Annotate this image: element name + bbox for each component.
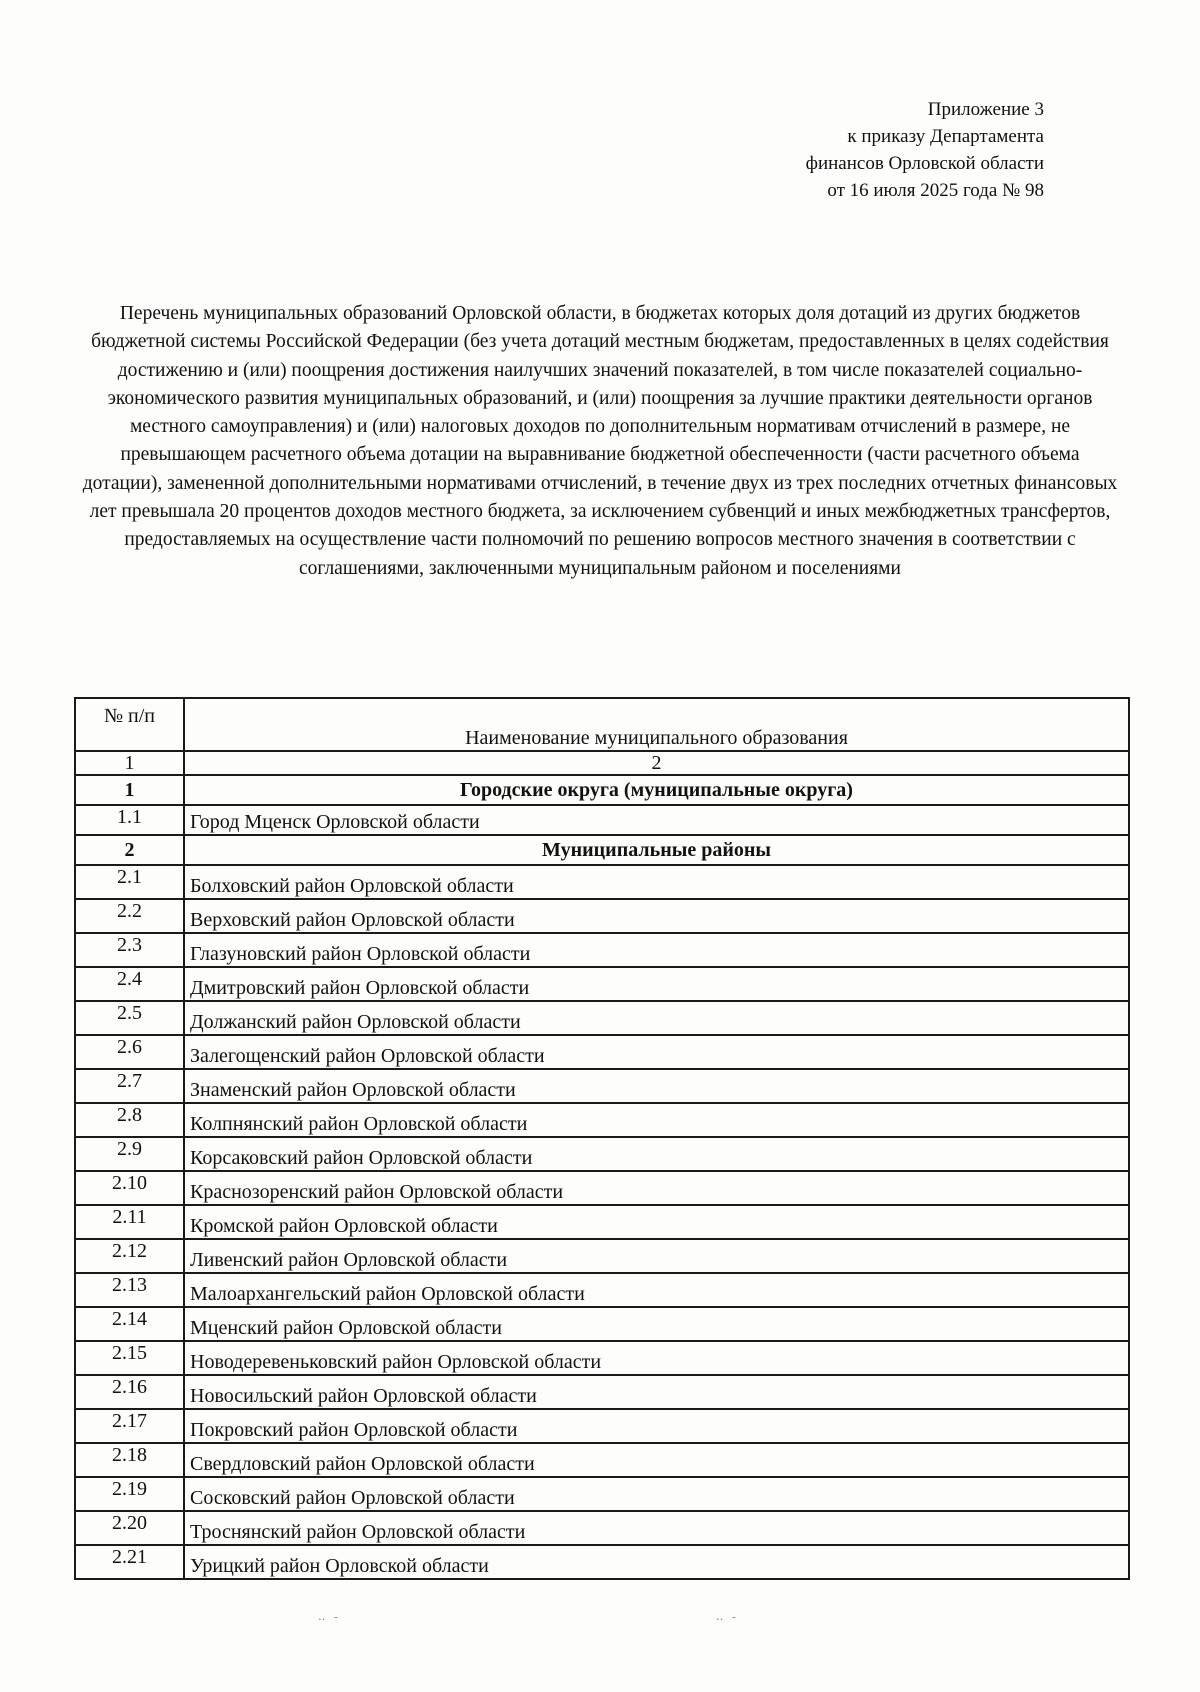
row-name: Верховский район Орловской области bbox=[184, 899, 1129, 933]
row-num: 2.15 bbox=[75, 1341, 184, 1375]
column-numbers-row bbox=[75, 751, 1129, 775]
row-name: Должанский район Орловской области bbox=[184, 1001, 1129, 1035]
section-row bbox=[75, 775, 1129, 805]
table-header-row bbox=[75, 698, 1129, 751]
table-row bbox=[75, 1409, 1129, 1443]
row-num: 2.11 bbox=[75, 1205, 184, 1239]
appendix-header bbox=[544, 96, 1044, 204]
row-num: 2.8 bbox=[75, 1103, 184, 1137]
table-row bbox=[75, 1171, 1129, 1205]
section-num: 1 bbox=[75, 775, 184, 805]
section-row bbox=[75, 835, 1129, 865]
row-name: Кромской район Орловской области bbox=[184, 1205, 1129, 1239]
appendix-line: от 16 июля 2025 года № 98 bbox=[827, 180, 1044, 201]
row-num: 2.1 bbox=[75, 865, 184, 899]
row-name: Новосильский район Орловской области bbox=[184, 1375, 1129, 1409]
row-num: 2.17 bbox=[75, 1409, 184, 1443]
row-num: 2.19 bbox=[75, 1477, 184, 1511]
row-num: 2.2 bbox=[75, 899, 184, 933]
row-num: 2.6 bbox=[75, 1035, 184, 1069]
row-name: Колпнянский район Орловской области bbox=[184, 1103, 1129, 1137]
row-name: Дмитровский район Орловской области bbox=[184, 967, 1129, 1001]
row-name: Сосковский район Орловской области bbox=[184, 1477, 1129, 1511]
row-name: Троснянский район Орловской области bbox=[184, 1511, 1129, 1545]
section-num: 2 bbox=[75, 835, 184, 865]
municipalities-table bbox=[74, 697, 1130, 1580]
table-row bbox=[75, 1137, 1129, 1171]
row-num: 2.10 bbox=[75, 1171, 184, 1205]
row-num: 1.1 bbox=[75, 805, 184, 835]
row-num: 2.4 bbox=[75, 967, 184, 1001]
table-row bbox=[75, 899, 1129, 933]
row-num: 2.12 bbox=[75, 1239, 184, 1273]
appendix-line: к приказу Департамента bbox=[847, 126, 1044, 147]
table-row bbox=[75, 1001, 1129, 1035]
row-name: Залегощенский район Орловской области bbox=[184, 1035, 1129, 1069]
row-name: Свердловский район Орловской области bbox=[184, 1443, 1129, 1477]
row-name: Знаменский район Орловской области bbox=[184, 1069, 1129, 1103]
table-row bbox=[75, 1239, 1129, 1273]
row-name: Ливенский район Орловской области bbox=[184, 1239, 1129, 1273]
row-name: Болховский район Орловской области bbox=[184, 865, 1129, 899]
row-name: Малоархангельский район Орловской области bbox=[184, 1273, 1129, 1307]
row-num: 2.18 bbox=[75, 1443, 184, 1477]
table-row bbox=[75, 967, 1129, 1001]
table-row bbox=[75, 1205, 1129, 1239]
header-name: Наименование муниципального образования bbox=[184, 698, 1129, 751]
header-num: № п/п bbox=[75, 698, 184, 751]
table-row bbox=[75, 805, 1129, 835]
row-num: 2.7 bbox=[75, 1069, 184, 1103]
row-name: Краснозоренский район Орловской области bbox=[184, 1171, 1129, 1205]
table-row bbox=[75, 1069, 1129, 1103]
row-name: Корсаковский район Орловской области bbox=[184, 1137, 1129, 1171]
row-name: Глазуновский район Орловской области bbox=[184, 933, 1129, 967]
table-row bbox=[75, 1511, 1129, 1545]
row-num: 2.20 bbox=[75, 1511, 184, 1545]
table-row bbox=[75, 1477, 1129, 1511]
table-row bbox=[75, 933, 1129, 967]
table-row bbox=[75, 1035, 1129, 1069]
row-name: Город Мценск Орловской области bbox=[184, 805, 1129, 835]
table-row bbox=[75, 1341, 1129, 1375]
colnum-1: 1 bbox=[75, 751, 184, 775]
row-num: 2.16 bbox=[75, 1375, 184, 1409]
row-num: 2.3 bbox=[75, 933, 184, 967]
table-row bbox=[75, 1443, 1129, 1477]
appendix-line: финансов Орловской области bbox=[805, 153, 1044, 174]
table-row bbox=[75, 1375, 1129, 1409]
row-name: Новодеревеньковский район Орловской области bbox=[184, 1341, 1129, 1375]
table-row bbox=[75, 1545, 1129, 1579]
document-title: Перечень муниципальных образований Орловской области, в бюджетах которых доля дотаций из других бюджетов бюджетной системы Российской Федерации (без учета дотаций местным бюджетам, предоставленных в целях содействия достижению и (или) поощрения достижения наилучших значений показателей, в том числе показателей социально-экономического развития муниципальных образований, и (или) поощрения за лучшие практики деятельности органов местного самоуправления) и (или) налоговых доходов по дополнительным нормативам отчислений в размере, не превышающем расчетного объема дотации на выравнивание бюджетной обеспеченности (части расчетного объема дотации), замененной дополнительными нормативами отчислений, в течение двух из трех последних отчетных финансовых лет превышала 20 процентов доходов местного бюджета, за исключением субвенций и иных межбюджетных трансфертов, предоставляемых на осуществление части полномочий по решению вопросов местного значения в соответствии с соглашениями, заключенными муниципальным районом и поселениями bbox=[82, 303, 1118, 579]
table-row bbox=[75, 1307, 1129, 1341]
scan-artifact: ‥ ‐ bbox=[318, 1611, 341, 1623]
table-row bbox=[75, 865, 1129, 899]
row-name: Покровский район Орловской области bbox=[184, 1409, 1129, 1443]
row-name: Урицкий район Орловской области bbox=[184, 1545, 1129, 1579]
row-num: 2.14 bbox=[75, 1307, 184, 1341]
scan-artifact: ‥ ‐ bbox=[716, 1611, 739, 1623]
appendix-line: Приложение 3 bbox=[927, 99, 1044, 120]
section-name: Городские округа (муниципальные округа) bbox=[184, 775, 1129, 805]
colnum-2: 2 bbox=[184, 751, 1129, 775]
row-num: 2.13 bbox=[75, 1273, 184, 1307]
row-name: Мценский район Орловской области bbox=[184, 1307, 1129, 1341]
section-name: Муниципальные районы bbox=[184, 835, 1129, 865]
row-num: 2.21 bbox=[75, 1545, 184, 1579]
row-num: 2.9 bbox=[75, 1137, 184, 1171]
table-row bbox=[75, 1103, 1129, 1137]
table-row bbox=[75, 1273, 1129, 1307]
row-num: 2.5 bbox=[75, 1001, 184, 1035]
